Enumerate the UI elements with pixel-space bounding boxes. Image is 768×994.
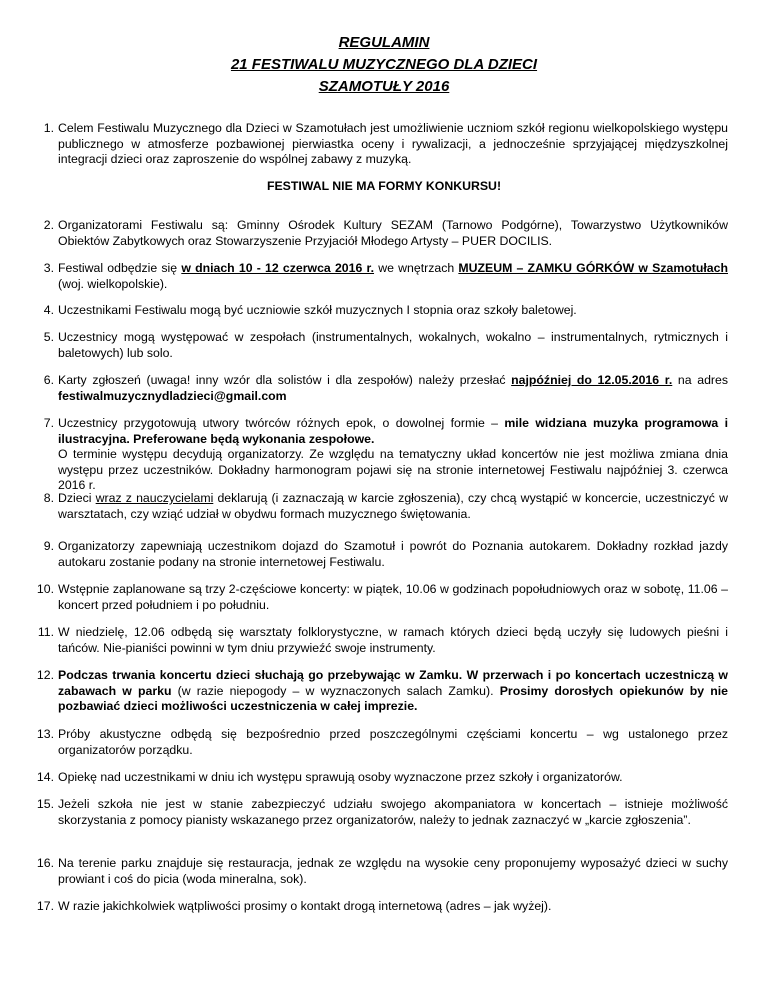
item-emphasis: Podczas trwania koncertu dzieci słuchają go przebywając w Zamku. W przerwach i po koncertach uczestniczą w zabawach w parku bbox=[58, 668, 728, 698]
rule-item-16 bbox=[36, 856, 728, 887]
item-text: Dzieci bbox=[58, 491, 96, 505]
item-text: Uczestnikami Festiwalu mogą być uczniowie szkół muzycznych I stopnia oraz szkoły baletowej. bbox=[58, 303, 577, 317]
item-text: Wstępnie zaplanowane są trzy 2-częściowe koncerty: w piątek, 10.06 w godzinach popołudniowych oraz w sobotę, 11.06 – koncert przed południem i po południu. bbox=[58, 582, 728, 612]
rule-item-4 bbox=[43, 303, 728, 319]
rule-item-15 bbox=[36, 797, 728, 828]
rule-item-8 bbox=[43, 491, 728, 522]
item-number: 17. bbox=[36, 899, 54, 913]
rule-item-13 bbox=[36, 727, 728, 758]
item-number: 14. bbox=[36, 770, 54, 784]
item-text: Festiwal odbędzie się bbox=[58, 261, 182, 275]
item-number: 13. bbox=[36, 727, 54, 741]
item-number: 3. bbox=[43, 261, 54, 275]
title-line-1: REGULAMIN bbox=[338, 34, 430, 51]
item-text: we wnętrzach bbox=[374, 261, 459, 275]
item-emphasis: mile widziana muzyka programowa i ilustracyjna. Preferowane będą wykonania zespołowe. bbox=[58, 416, 728, 446]
title-line-2: 21 FESTIWALU MUZYCZNEGO DLA DZIECI bbox=[230, 56, 538, 73]
rule-item-5 bbox=[43, 330, 728, 361]
item-text: Próby akustyczne odbędą się bezpośrednio przed poszczególnymi częściami koncertu – wg ustalonego przez organizatorów porządku. bbox=[58, 727, 728, 757]
item-number: 1. bbox=[43, 121, 54, 135]
item-text: (w razie niepogody – w wyznaczonych salach Zamku). bbox=[171, 683, 500, 698]
item-emphasis: Prosimy dorosłych opiekunów by nie pozbawiać dzieci możliwości uczestniczenia w całej imprezie. bbox=[58, 683, 728, 713]
item-text: Organizatorzy zapewniają uczestnikom dojazd do Szamotuł i powrót do Poznania autokarem. Dokładny rozkład jazdy autokaru zostanie podany na stronie internetowej Festiwalu. bbox=[58, 539, 728, 569]
festival-dates: w dniach 10 - 12 czerwca 2016 r. bbox=[181, 261, 375, 275]
item-text: Na terenie parku znajduje się restauracja, jednak ze względu na wysokie ceny proponujemy wyposażyć dzieci w suchy prowiant i coś do picia (woda mineralna, sok). bbox=[58, 856, 728, 886]
item-text: na adres bbox=[672, 373, 728, 387]
rule-item-12 bbox=[36, 668, 728, 715]
item-number: 7. bbox=[43, 416, 54, 430]
festival-email: festiwalmuzycznydladzieci@gmail.com bbox=[58, 388, 287, 403]
item-text: O terminie występu decydują organizatorzy. Ze względu na tematyczny układ koncertów nie jest możliwa zmiana dnia występu przez uczestników. Dokładny harmonogram pojawi się na stronie internetowej Festiwalu najpóźniej 3. czerwca 2016 r. bbox=[58, 447, 728, 492]
rule-item-11 bbox=[37, 625, 728, 656]
item-number: 10. bbox=[36, 582, 54, 596]
rule-item-6 bbox=[43, 373, 728, 404]
item-number: 2. bbox=[43, 218, 54, 232]
rule-item-1 bbox=[43, 121, 728, 168]
no-competition-notice: FESTIWAL NIE MA FORMY KONKURSU! bbox=[266, 179, 502, 193]
item-text: Jeżeli szkoła nie jest w stanie zabezpieczyć udziału swojego akompaniatora w koncertach – istnieje możliwość skorzystania z pomocy pianisty wskazanego przez organizatorów, należy to jednak zaznaczyć w „karcie zgłoszenia”. bbox=[58, 797, 728, 827]
rule-item-2 bbox=[43, 218, 728, 249]
venue-name: MUZEUM – ZAMKU GÓRKÓW w Szamotułach bbox=[458, 261, 728, 275]
item-number: 16. bbox=[36, 856, 54, 870]
item-number: 12. bbox=[36, 668, 54, 682]
item-text: W niedzielę, 12.06 odbędą się warsztaty folklorystyczne, w ramach których dzieci będą uczyły się ludowych pieśni i tańców. Nie-pianiści powinni w tym dniu przywieźć swoje instrumenty. bbox=[58, 625, 728, 655]
item-underline: wraz z nauczycielami bbox=[95, 491, 214, 505]
rule-item-3 bbox=[43, 261, 728, 292]
item-text: Uczestnicy mogą występować w zespołach (instrumentalnych, wokalnych, wokalno – instrumentalnych, rytmicznych i baletowych) lub solo. bbox=[58, 330, 728, 360]
rule-item-14 bbox=[36, 770, 728, 786]
item-text: W razie jakichkolwiek wątpliwości prosimy o kontakt drogą internetową (adres – jak wyżej). bbox=[58, 899, 552, 913]
deadline-date: najpóźniej do 12.05.2016 r. bbox=[511, 373, 673, 387]
item-text: deklarują (i zaznaczają w karcie zgłoszenia), czy chcą wystąpić w koncercie, uczestniczyć w warsztatach, czy wziąć udział w obydwu formach muzycznego świętowania. bbox=[58, 491, 728, 521]
item-text: Karty zgłoszeń (uwaga! inny wzór dla solistów i dla zespołów) należy przesłać bbox=[58, 373, 512, 387]
item-number: 9. bbox=[43, 539, 54, 553]
item-number: 15. bbox=[36, 797, 54, 811]
item-number: 8. bbox=[43, 491, 54, 505]
item-number: 11. bbox=[37, 625, 54, 639]
rule-item-10 bbox=[36, 582, 728, 613]
item-text: Uczestnicy przygotowują utwory twórców różnych epok, o dowolnej formie – bbox=[58, 416, 505, 430]
item-text: Celem Festiwalu Muzycznego dla Dzieci w Szamotułach jest umożliwienie uczniom szkół regionu wielkopolskiego występu publicznego w atmosferze pozbawionej pierwiastka oceny i rywalizacji, a jednocześnie sprzyjającej międzyszkolnej integracji dzieci oraz zaproszenie do wspólnej zabawy z muzyką. bbox=[58, 121, 728, 166]
rule-item-17 bbox=[36, 899, 728, 915]
item-text: (woj. wielkopolskie). bbox=[58, 276, 168, 291]
item-text: Opiekę nad uczestnikami w dniu ich występu sprawują osoby wyznaczone przez szkoły i organizatorów. bbox=[58, 770, 623, 784]
item-number: 4. bbox=[43, 303, 54, 317]
item-number: 5. bbox=[43, 330, 54, 344]
rule-item-9 bbox=[43, 539, 728, 570]
title-line-3: SZAMOTUŁY 2016 bbox=[318, 78, 450, 95]
item-number: 6. bbox=[43, 373, 54, 387]
rule-item-7 bbox=[43, 416, 728, 494]
item-text: Organizatorami Festiwalu są: Gminny Ośrodek Kultury SEZAM (Tarnowo Podgórne), Towarzystwo Użytkowników Obiektów Zabytkowych oraz Stowarzyszenie Przyjaciół Młodego Artysty – PUER DOCILIS. bbox=[58, 218, 728, 248]
